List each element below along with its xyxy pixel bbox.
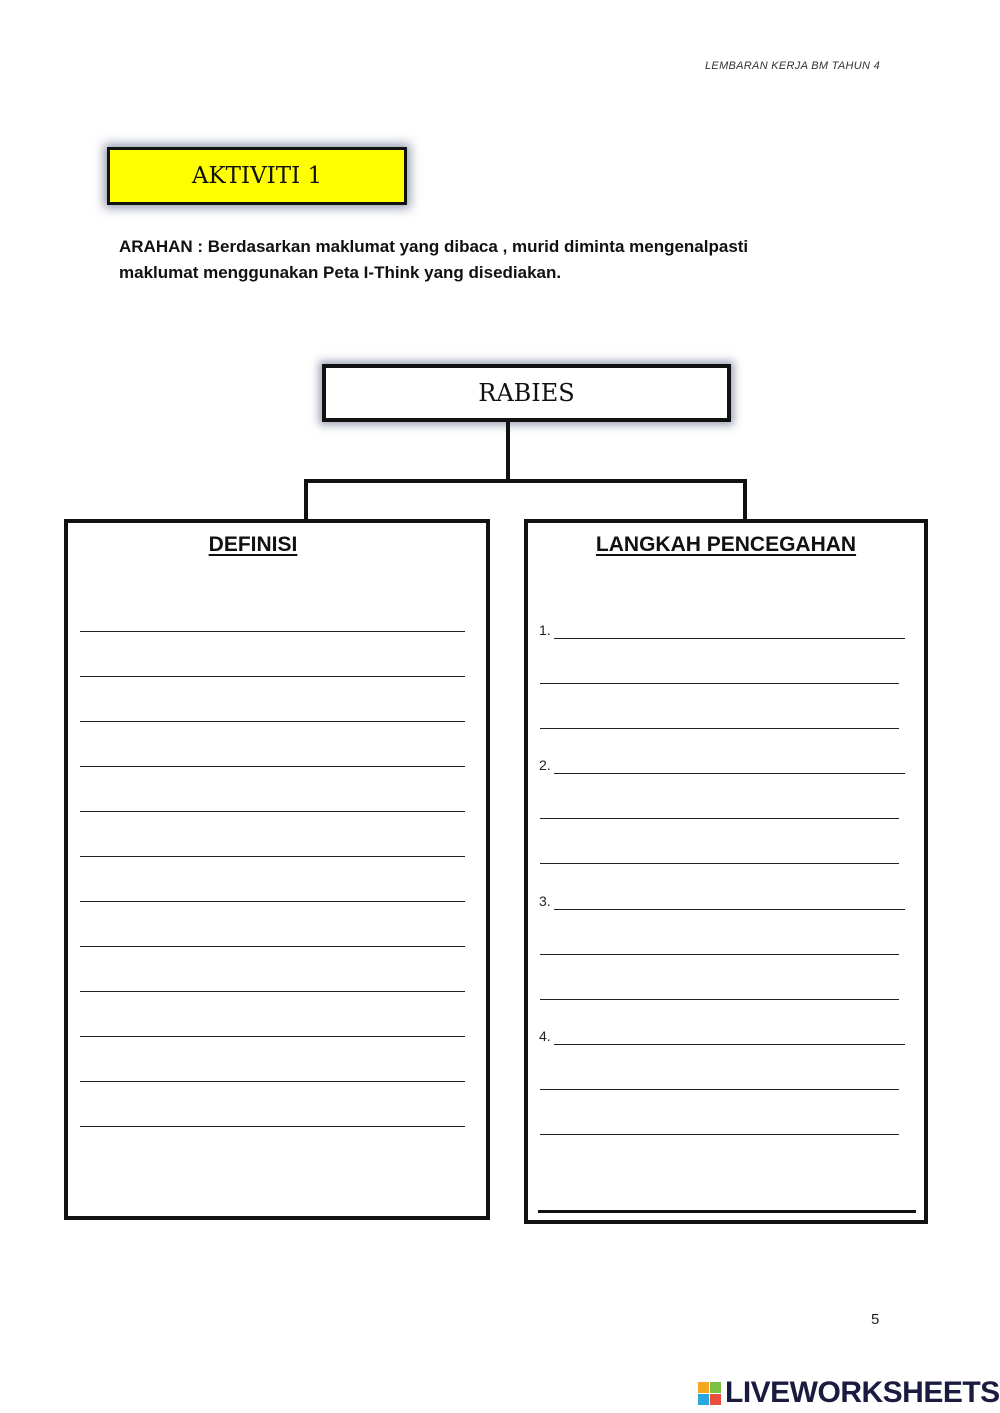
liveworksheets-logo: [698, 1378, 1000, 1408]
answer-line[interactable]: [540, 683, 899, 684]
definisi-heading: DEFINISI: [208, 533, 298, 556]
instructions-line-2: maklumat menggunakan Peta I-Think yang disediakan.: [119, 263, 562, 282]
connector-horizontal: [304, 479, 747, 483]
answer-line[interactable]: [540, 863, 899, 864]
answer-line[interactable]: [554, 638, 905, 639]
logo-square: [698, 1394, 709, 1405]
connector-left-drop: [304, 479, 308, 519]
answer-line[interactable]: [540, 954, 899, 955]
answer-line[interactable]: [80, 991, 465, 992]
logo-square: [710, 1394, 721, 1405]
instructions-line-1: ARAHAN : Berdasarkan maklumat yang dibaca , murid diminta mengenalpasti: [119, 237, 749, 256]
bottom-rule: [538, 1210, 916, 1213]
answer-line[interactable]: [80, 856, 465, 857]
tree-map-title-box: [322, 364, 731, 422]
answer-line[interactable]: [80, 676, 465, 677]
item-number-3: 3.: [539, 893, 551, 909]
langkah-pencegahan-panel: [524, 519, 928, 1224]
page-number: 5: [871, 1311, 880, 1328]
item-number-1: 1.: [539, 622, 551, 638]
langkah-pencegahan-heading: LANGKAH PENCEGAHAN: [595, 533, 857, 556]
answer-line[interactable]: [80, 1036, 465, 1037]
instructions: [119, 234, 899, 286]
answer-line[interactable]: [80, 901, 465, 902]
answer-line[interactable]: [540, 818, 899, 819]
answer-line[interactable]: [80, 631, 465, 632]
answer-line[interactable]: [554, 1044, 905, 1045]
answer-line[interactable]: [540, 1089, 899, 1090]
logo-square: [698, 1382, 709, 1393]
answer-line[interactable]: [80, 811, 465, 812]
answer-line[interactable]: [80, 946, 465, 947]
answer-line[interactable]: [554, 909, 905, 910]
answer-line[interactable]: [80, 766, 465, 767]
answer-line[interactable]: [80, 1081, 465, 1082]
connector-right-drop: [743, 479, 747, 519]
activity-label: AKTIVITI 1: [191, 163, 323, 189]
item-number-2: 2.: [539, 757, 551, 773]
liveworksheets-logo-icon: [698, 1382, 721, 1405]
activity-label-box: [107, 147, 407, 205]
answer-line[interactable]: [540, 999, 899, 1000]
liveworksheets-wordmark: LIVEWORKSHEETS: [725, 1376, 1000, 1409]
answer-line[interactable]: [540, 1134, 899, 1135]
tree-map-title: RABIES: [478, 379, 575, 407]
definisi-panel: [64, 519, 490, 1220]
item-number-4: 4.: [539, 1028, 551, 1044]
answer-line[interactable]: [554, 773, 905, 774]
worksheet-header-note: LEMBARAN KERJA BM TAHUN 4: [705, 60, 880, 72]
logo-square: [710, 1382, 721, 1393]
connector-vertical-main: [506, 421, 510, 481]
answer-line[interactable]: [80, 721, 465, 722]
answer-line[interactable]: [540, 728, 899, 729]
answer-line[interactable]: [80, 1126, 465, 1127]
